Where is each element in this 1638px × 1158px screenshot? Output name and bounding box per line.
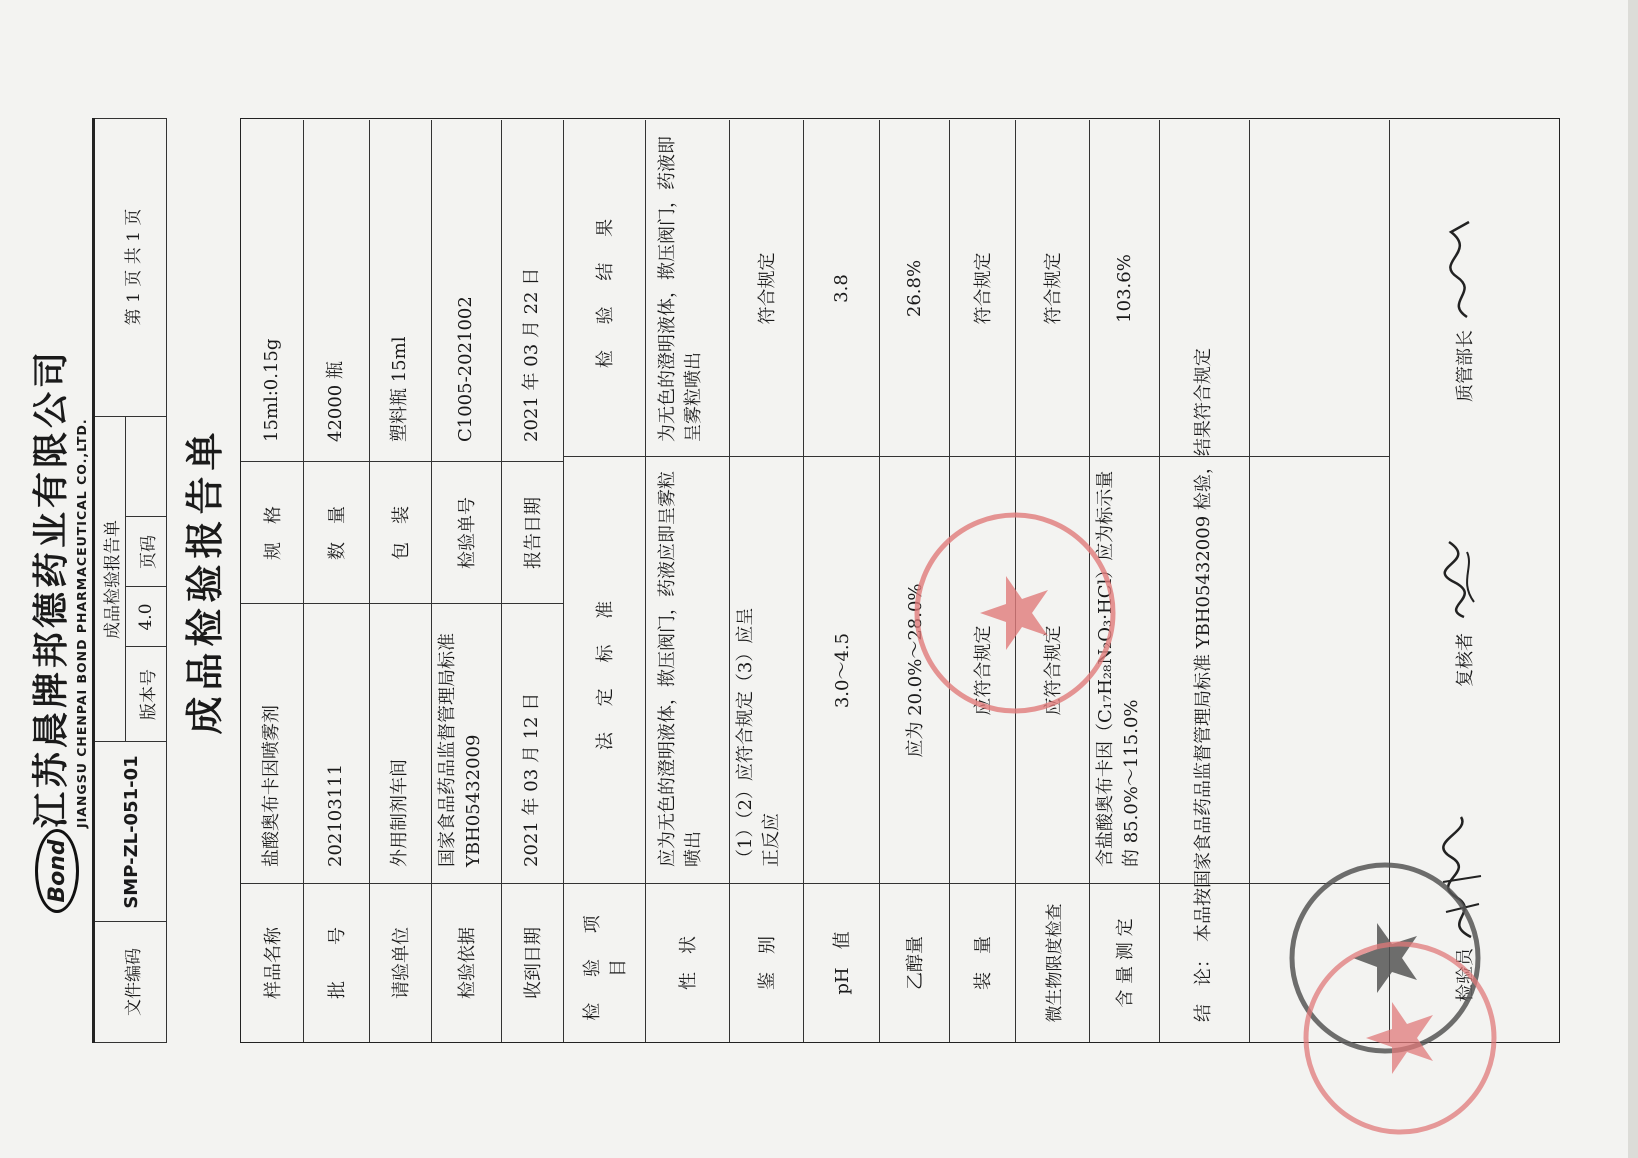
col-head-standard: 法 定 标 准	[595, 590, 616, 751]
company-name-cn: 江苏晨牌邦德药业有限公司	[31, 347, 72, 828]
version-value: 4.0	[136, 603, 156, 631]
reviewer-signature	[1429, 532, 1489, 622]
result-ph: 3.8	[830, 274, 852, 303]
package-value: 塑料瓶 15ml	[389, 336, 410, 442]
logo-text: Bond	[44, 839, 70, 903]
report-date-value: 2021 年 03 月 22 日	[521, 267, 542, 442]
result-assay: 103.6%	[1113, 254, 1135, 323]
conclusion-label: 结 论：	[1193, 950, 1214, 1022]
red-company-seal-2	[1300, 938, 1500, 1138]
page-number: 第 1 页 共 1 页	[123, 208, 144, 326]
received-value: 2021 年 03 月 12 日	[521, 692, 542, 867]
qa-manager-signature	[1429, 212, 1489, 322]
col-head-item: 检 验 项 目	[582, 905, 629, 1021]
item-appearance: 性 状	[678, 936, 699, 990]
row-divider	[1159, 120, 1160, 1042]
spec-label: 规 格	[263, 506, 284, 560]
qa-manager-label: 质管部长	[1455, 330, 1476, 402]
report-date-label: 报告日期	[523, 497, 544, 569]
item-ethanol: 乙醇量	[905, 936, 926, 990]
report-no-value: C1005-2021002	[455, 296, 476, 442]
result-identification: 符合规定	[757, 252, 778, 325]
quantity-label: 数 量	[327, 506, 348, 560]
standard-microbial-limit: 应符合规定	[1043, 625, 1064, 716]
result-ethanol: 26.8%	[903, 259, 925, 318]
standard-ph: 3.0～4.5	[832, 632, 853, 709]
quantity-value: 42000 瓶	[325, 361, 346, 442]
result-microbial-limit: 符合规定	[1043, 252, 1064, 325]
col-head-result: 检 验 结 果	[595, 208, 616, 369]
requester-value: 外用制剂车间	[389, 759, 410, 867]
document-info-table	[95, 118, 167, 1043]
report-no-label: 检验单号	[457, 497, 478, 569]
batch-value: 202103111	[325, 763, 346, 867]
inspector-label: 检验员	[1455, 948, 1476, 1002]
conclusion-text: 本品按国家食品药品监督管理局标准 YBH05432009 检验，结果符合规定	[1193, 348, 1214, 942]
item-assay: 含 量 测 定	[1115, 918, 1136, 1008]
batch-label: 批 号	[327, 927, 348, 999]
standard-fill-volume: 应符合规定	[973, 625, 994, 716]
standard-assay: 含盐酸奥布卡因（C₁₇H₂₈N₂O₃·HCl）应为标示量的 85.0%～115.0%	[1095, 470, 1142, 867]
basis-value: 国家食品药品监督管理局标准 YBH05432009	[437, 633, 484, 867]
sample-name: 盐酸奥布卡因喷雾剂	[261, 705, 282, 867]
item-ph: pH 值	[832, 931, 853, 995]
item-microbial-limit: 微生物限度检查	[1044, 903, 1065, 1023]
result-fill-volume: 符合规定	[973, 252, 994, 325]
red-company-seal-1	[910, 508, 1120, 718]
result-appearance: 为无色的澄明液体，揿压阀门，药液即呈雾粒喷出	[657, 136, 704, 442]
requester-label: 请验单位	[391, 927, 412, 999]
form-name: 成品检验报告单	[102, 520, 123, 639]
received-label: 收到日期	[523, 927, 544, 999]
item-fill-volume: 装 量	[973, 936, 994, 990]
item-identification: 鉴 别	[757, 936, 778, 990]
standard-ethanol: 应为 20.0%～28.0%	[905, 583, 926, 758]
doc-code-label: 文件编码	[123, 948, 144, 1016]
basis-label: 检验依据	[457, 927, 478, 999]
company-name-en: JIANGSU CHENPAI BOND PHARMACEUTICAL CO.,LTD.	[74, 418, 89, 828]
bond-logo	[35, 829, 79, 913]
version-label: 版本号	[138, 669, 159, 720]
doc-code: SMP-ZL-051-01	[120, 755, 142, 909]
sample-name-label: 样品名称	[263, 927, 284, 999]
page-label: 页码	[138, 535, 159, 569]
spec-value: 15ml:0.15g	[261, 338, 282, 442]
reviewer-label: 复核者	[1455, 633, 1476, 687]
report-title: 成品检验报告单	[183, 426, 227, 735]
package-label: 包 装	[391, 506, 412, 560]
standard-identification: （1）（2）应符合规定（3）应呈正反应	[735, 607, 782, 867]
standard-appearance: 应为无色的澄明液体，揿压阀门，药液应即呈雾粒喷出	[657, 471, 704, 867]
row-divider	[1249, 120, 1250, 1042]
